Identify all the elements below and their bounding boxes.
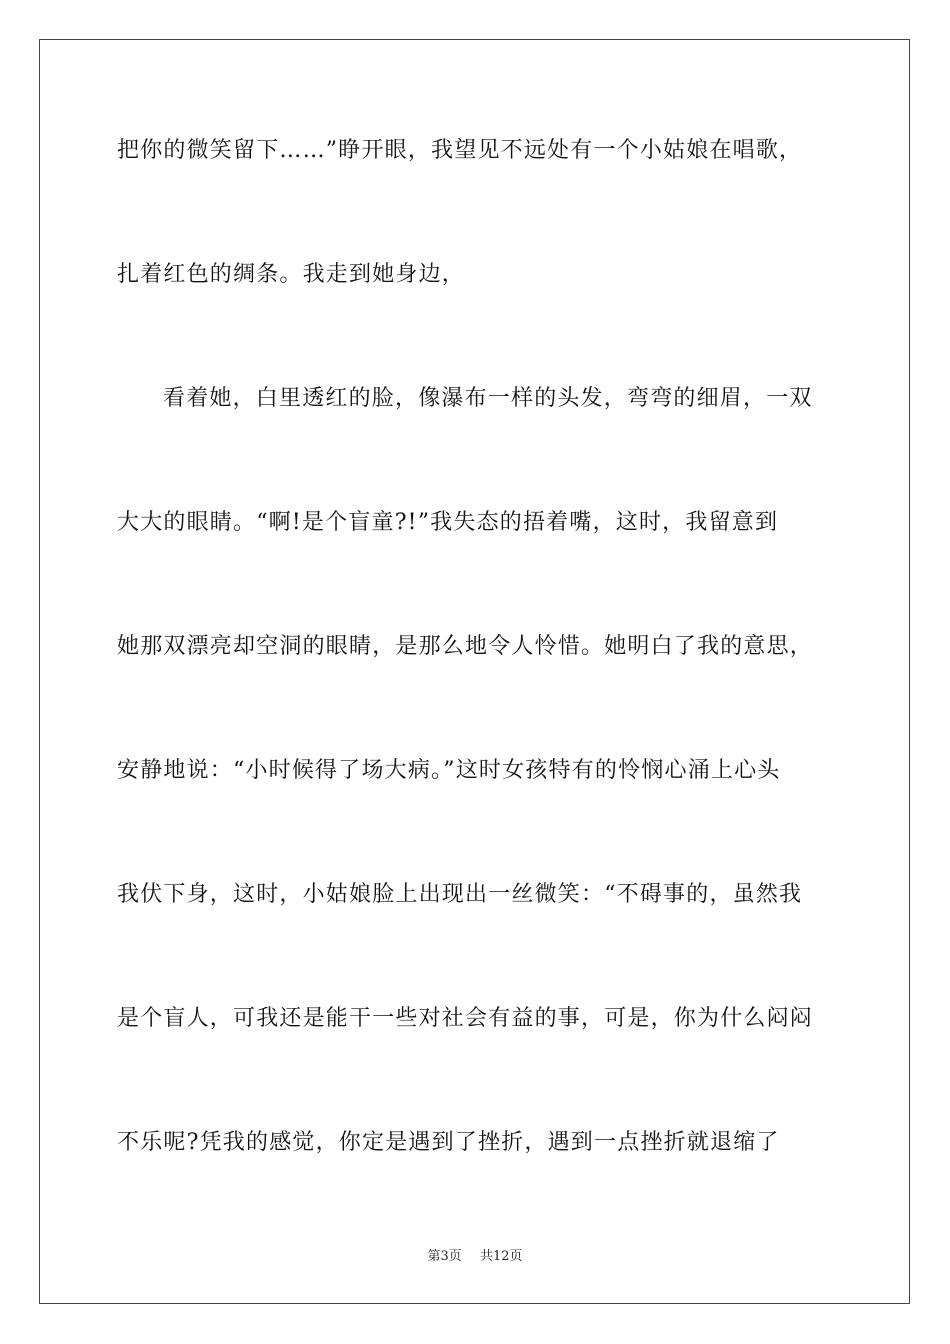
text-line-9: 不乐呢?凭我的感觉，你定是遇到了挫折，遇到一点挫折就退缩了 <box>117 1130 780 1155</box>
text-line-7: 我伏下身，这时，小姑娘脸上出现出一丝微笑：“不碍事的，虽然我 <box>117 882 803 907</box>
text-line-1: 把你的微笑留下……”睁开眼，我望见不远处有一个小姑娘在唱歌， <box>117 138 803 163</box>
text-line-6: 安静地说：“小时候得了场大病。”这时女孩特有的怜悯心涌上心头 <box>117 758 781 783</box>
text-line-5: 她那双漂亮却空洞的眼睛，是那么地令人怜惜。她明白了我的意思， <box>117 634 814 659</box>
text-line-3: 看着她，白里透红的脸，像瀑布一样的头发，弯弯的细眉，一双 <box>163 386 813 411</box>
document-body <box>117 122 833 1238</box>
text-line-4: 大大的眼睛。“啊!是个盲童?!”我失态的捂着嘴，这时，我留意到 <box>117 510 779 535</box>
text-line-2: 扎着红色的绸条。我走到她身边， <box>117 262 466 287</box>
text-line-8: 是个盲人，可我还是能干一些对社会有益的事，可是，你为什么闷闷 <box>117 1006 814 1031</box>
page-footer <box>0 1245 950 1264</box>
page-number: 第3页 <box>427 1249 462 1264</box>
total-pages: 共12页 <box>479 1249 523 1264</box>
